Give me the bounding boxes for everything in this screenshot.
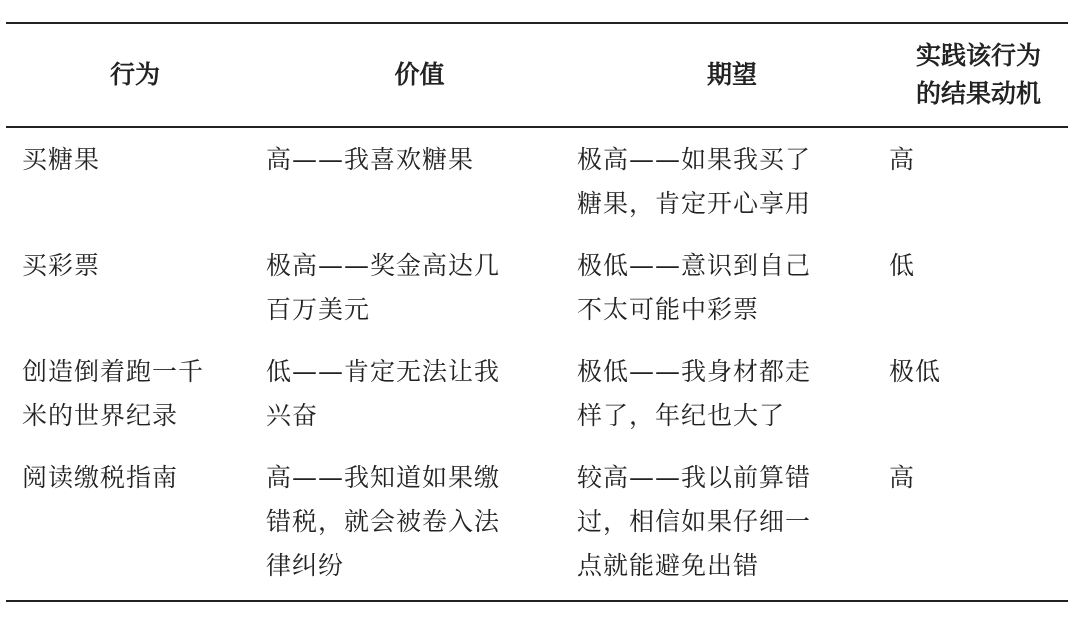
cell-motivation: 极低 xyxy=(889,357,942,386)
cell-behavior: 买彩票 xyxy=(22,251,101,280)
cell-value: 极高——奖金高达几 百万美元 xyxy=(266,251,501,324)
cell-value: 低——肯定无法让我 兴奋 xyxy=(266,357,501,430)
cell-value: 高——我喜欢糖果 xyxy=(266,145,475,174)
cell-expectation: 极低——我身材都走 样了，年纪也大了 xyxy=(577,357,812,430)
cell-value: 高——我知道如果缴 错税，就会被卷入法 律纠纷 xyxy=(266,463,501,580)
table-body xyxy=(6,127,1068,601)
cell-motivation: 低 xyxy=(889,251,916,280)
cell-behavior: 创造倒着跑一千 米的世界纪录 xyxy=(22,357,205,430)
motivation-table-container xyxy=(6,22,1068,602)
header-behavior: 行为 xyxy=(109,60,160,89)
motivation-table xyxy=(6,22,1068,602)
table-row xyxy=(6,450,1068,601)
header-expectation: 期望 xyxy=(706,60,757,89)
table-row xyxy=(6,238,1068,344)
header-motivation xyxy=(889,23,1068,127)
header-value: 价值 xyxy=(394,60,445,89)
table-row xyxy=(6,344,1068,450)
table-row xyxy=(6,127,1068,238)
header-motivation-line2: 的结果动机 xyxy=(915,79,1041,108)
table-header xyxy=(6,23,1068,127)
cell-expectation: 极高——如果我买了 糖果，肯定开心享用 xyxy=(577,145,812,218)
cell-motivation: 高 xyxy=(889,145,916,174)
header-motivation-line1: 实践该行为 xyxy=(915,41,1041,70)
cell-behavior: 阅读缴税指南 xyxy=(22,463,179,492)
cell-expectation: 极低——意识到自己 不太可能中彩票 xyxy=(577,251,812,324)
cell-expectation: 较高——我以前算错 过，相信如果仔细一 点就能避免出错 xyxy=(577,463,812,580)
cell-motivation: 高 xyxy=(889,463,916,492)
cell-behavior: 买糖果 xyxy=(22,145,101,174)
header-row xyxy=(6,23,1068,127)
